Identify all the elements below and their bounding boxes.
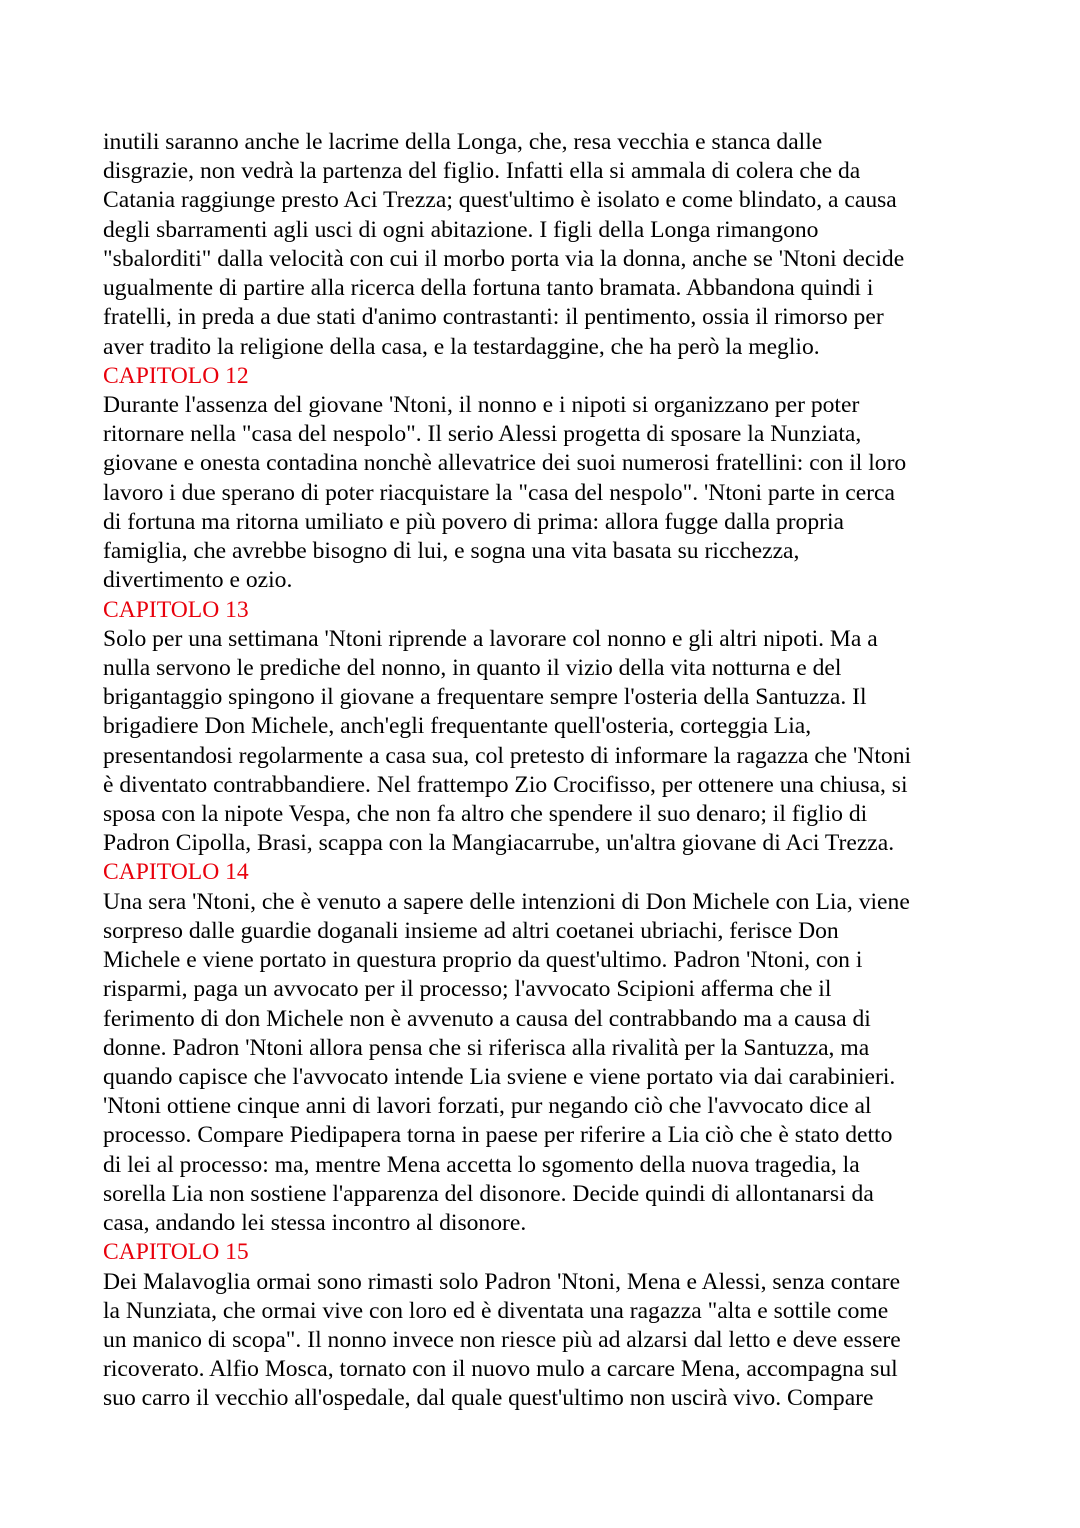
chapter-section [103, 1238, 911, 1413]
chapter-heading: CAPITOLO 13 [103, 596, 249, 623]
paragraph-line: ritornare nella "casa del nespolo". Il serio Alessi progetta di sposare la Nunziata, [103, 421, 862, 448]
paragraph-line: è diventato contrabbandiere. Nel frattempo Zio Crocifisso, per ottenere una chiusa, si [103, 771, 908, 798]
paragraph-line: Una sera 'Ntoni, che è venuto a sapere delle intenzioni di Don Michele con Lia, viene [103, 888, 910, 915]
paragraph-line: divertimento e ozio. [103, 567, 293, 594]
paragraph-line: degli sbarramenti agli usci di ogni abitazione. I figli della Longa rimangono [103, 216, 819, 243]
chapter-section [103, 858, 911, 1238]
paragraph-line: sorella Lia non sostiene l'apparenza del disonore. Decide quindi di allontanarsi da [103, 1180, 874, 1207]
paragraph-line: Durante l'assenza del giovane 'Ntoni, il nonno e i nipoti si organizzano per poter [103, 391, 860, 418]
paragraph-line: suo carro il vecchio all'ospedale, dal quale quest'ultimo non uscirà vivo. Compare [103, 1385, 874, 1412]
paragraph-line: presentandosi regolarmente a casa sua, col pretesto di informare la ragazza che 'Ntoni [103, 742, 912, 769]
chapter-heading: CAPITOLO 12 [103, 362, 249, 389]
document-page [103, 128, 911, 1414]
chapter-section [103, 362, 911, 596]
chapter-section [103, 128, 911, 362]
paragraph-line: inutili saranno anche le lacrime della Longa, che, resa vecchia e stanca dalle [103, 129, 823, 155]
paragraph-line: brigadiere Don Michele, anch'egli frequentante quell'osteria, corteggia Lia, [103, 713, 812, 740]
paragraph-line: ugualmente di partire alla ricerca della fortuna tanto bramata. Abbandona quindi i [103, 275, 874, 302]
paragraph-line: fratelli, in preda a due stati d'animo contrastanti: il pentimento, ossia il rimorso per [103, 304, 884, 331]
paragraph-line: ricoverato. Alfio Mosca, tornato con il nuovo mulo a carcare Mena, accompagna sul [103, 1356, 898, 1383]
paragraph-line: brigantaggio spingono il giovane a frequentare sempre l'osteria della Santuzza. Il [103, 684, 867, 711]
paragraph-line: giovane e onesta contadina nonchè allevatrice dei suoi numerosi fratellini: con il loro [103, 450, 907, 477]
paragraph-line: 'Ntoni ottiene cinque anni di lavori forzati, pur negando ciò che l'avvocato dice al [103, 1093, 872, 1120]
paragraph-line: Dei Malavoglia ormai sono rimasti solo Padron 'Ntoni, Mena e Alessi, senza contare [103, 1268, 901, 1295]
paragraph-line: ferimento di don Michele non è avvenuto a causa del contrabbando ma a causa di [103, 1005, 871, 1032]
chapter-heading: CAPITOLO 14 [103, 859, 249, 886]
paragraph-line: "sbalorditi" dalla velocità con cui il morbo porta via la donna, anche se 'Ntoni decide [103, 245, 905, 272]
paragraph-line: sposa con la nipote Vespa, che non fa altro che spendere il suo denaro; il figlio di [103, 801, 868, 828]
paragraph-line: famiglia, che avrebbe bisogno di lui, e sogna una vita basata su ricchezza, [103, 538, 800, 565]
paragraph-line: Catania raggiunge presto Aci Trezza; quest'ultimo è isolato e come blindato, a causa [103, 187, 897, 214]
paragraph-line: Michele e viene portato in questura proprio da quest'ultimo. Padron 'Ntoni, con i [103, 947, 863, 974]
paragraph-line: di lei al processo: ma, mentre Mena accetta lo sgomento della nuova tragedia, la [103, 1151, 860, 1178]
paragraph-line: casa, andando lei stessa incontro al disonore. [103, 1210, 527, 1237]
paragraph-line: donne. Padron 'Ntoni allora pensa che si riferisca alla rivalità per la Santuzza, ma [103, 1034, 870, 1061]
chapter-heading: CAPITOLO 15 [103, 1239, 249, 1266]
paragraph-line: aver tradito la religione della casa, e la testardaggine, che ha però la meglio. [103, 333, 820, 360]
paragraph-line: la Nunziata, che ormai vive con loro ed è diventata una ragazza "alta e sottile come [103, 1297, 889, 1324]
paragraph-line: lavoro i due sperano di poter riacquistare la "casa del nespolo". 'Ntoni parte in cerca [103, 479, 895, 506]
paragraph-line: Padron Cipolla, Brasi, scappa con la Mangiacarrube, un'altra giovane di Aci Trezza. [103, 830, 895, 857]
paragraph-line: un manico di scopa". Il nonno invece non riesce più ad alzarsi dal letto e deve essere [103, 1326, 901, 1353]
paragraph-line: risparmi, paga un avvocato per il processo; l'avvocato Scipioni afferma che il [103, 976, 832, 1003]
paragraph-line: sorpreso dalle guardie doganali insieme ad altri coetanei ubriachi, ferisce Don [103, 917, 839, 944]
paragraph-line: processo. Compare Piedipapera torna in paese per riferire a Lia ciò che è stato detto [103, 1122, 893, 1149]
paragraph-line: Solo per una settimana 'Ntoni riprende a lavorare col nonno e gli altri nipoti. Ma a [103, 625, 878, 652]
paragraph-line: quando capisce che l'avvocato intende Lia sviene e viene portato via dai carabinieri. [103, 1064, 896, 1090]
chapter-section [103, 596, 911, 859]
paragraph-line: disgrazie, non vedrà la partenza del figlio. Infatti ella si ammala di colera che da [103, 158, 861, 185]
paragraph-line: di fortuna ma ritorna umiliato e più povero di prima: allora fugge dalla propria [103, 508, 845, 535]
paragraph-line: nulla servono le prediche del nonno, in quanto il vizio della vita notturna e del [103, 654, 842, 681]
